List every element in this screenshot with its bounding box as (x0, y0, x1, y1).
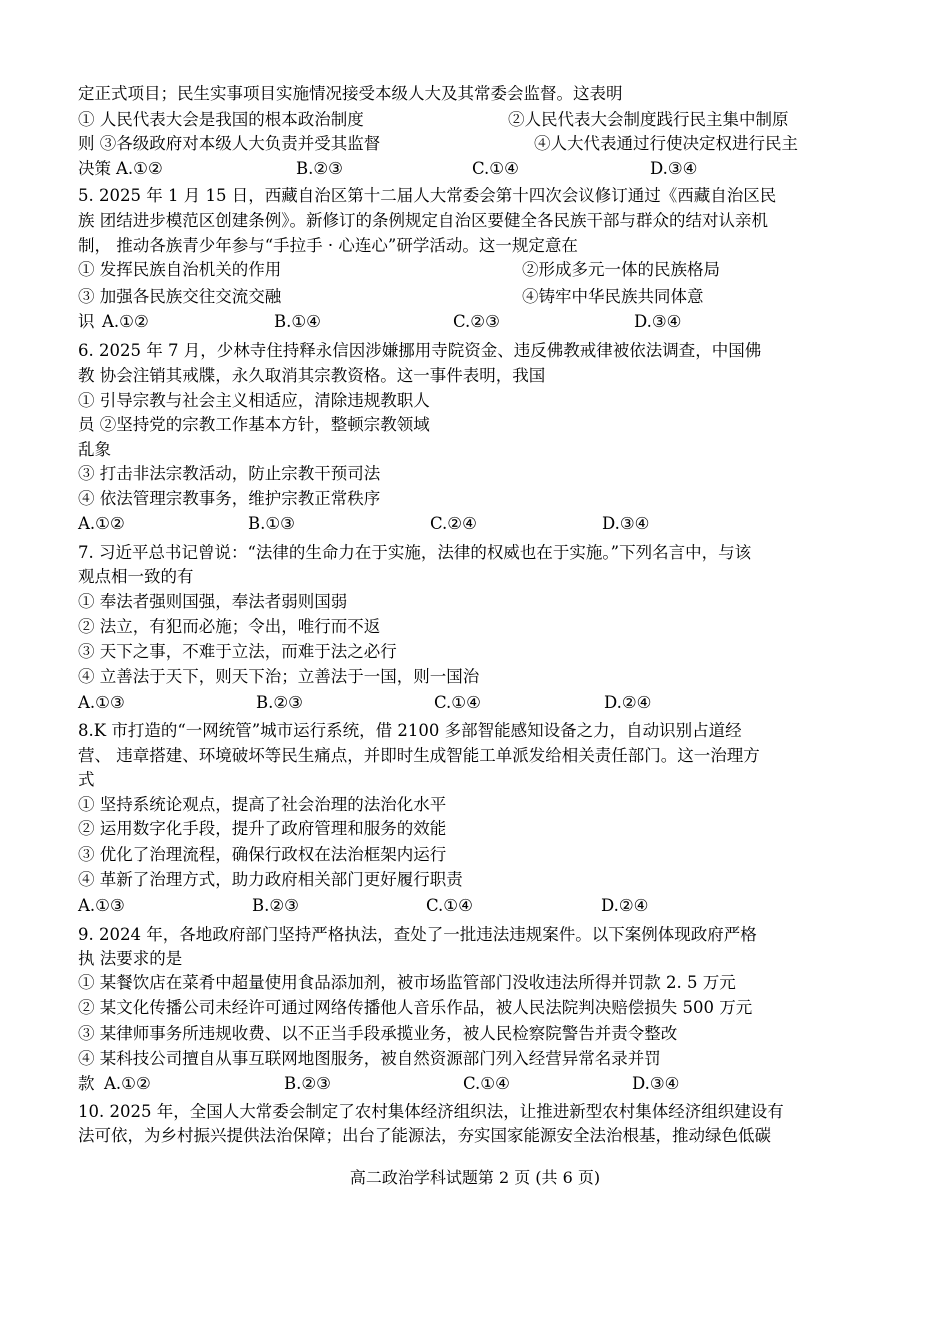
page-footer: 高二政治学科试题第 2 页 (共 6 页) (349, 1168, 601, 1187)
text-line: 决策 (78, 159, 111, 178)
question-8-stem: 8.K 市打造的“一网统管”城市运行系统，借 2100 多部智能感知设备之力，自动识别占道经 (78, 721, 742, 740)
q6-answer-row (78, 512, 878, 536)
q7-option-1: ① 奉法者强则国强，奉法者弱则国弱 (78, 592, 348, 611)
text-line: 制， 推动各族青少年参与“手拉手 · 心连心”研学活动。这一规定意在 (78, 236, 578, 255)
question-6-stem: 6. 2025 年 7 月，少林寺住持释永信因涉嫌挪用寺院资金、违反佛教戒律被依法调查，中国佛 (78, 341, 762, 360)
q4-option-3: 则 ③各级政府对本级人大负责并受其监督 (78, 134, 381, 153)
q9-option-1: ① 某餐饮店在菜肴中超量使用食品添加剂，被市场监管部门没收违法所得并罚款 2. 5 万元 (78, 973, 736, 992)
answer-choice-d: D.③④ (602, 514, 650, 533)
q9-option-3: ③ 某律师事务所违规收费、以不正当手段承揽业务，被人民检察院警告并责令整改 (78, 1024, 678, 1043)
text-line: 定正式项目；民生实事项目实施情况接受本级人大及其常委会监督。这表明 (78, 84, 623, 103)
answer-choice-c: C.①④ (434, 693, 481, 712)
q8-answer-row (78, 894, 878, 918)
q8-option-1: ① 坚持系统论观点，提高了社会治理的法治化水平 (78, 795, 447, 814)
answer-choice-a: A.①② (116, 159, 163, 178)
q5-option-4: ④铸牢中华民族共同体意 (522, 287, 704, 306)
q7-option-3: ③ 天下之事，不难于立法，而难于法之必行 (78, 642, 397, 661)
answer-choice-b: B.②③ (252, 896, 299, 915)
answer-choice-b: B.①③ (248, 514, 295, 533)
text-line: 式 (78, 770, 95, 789)
q5-option-2: ②形成多元一体的民族格局 (522, 260, 720, 279)
answer-choice-c: C.②③ (453, 312, 500, 331)
answer-choice-a: A.①② (102, 312, 149, 331)
q5-option-3: ③ 加强各民族交往交流交融 (78, 287, 282, 306)
answer-choice-d: D.③④ (632, 1074, 680, 1093)
answer-choice-a: A.①② (78, 514, 125, 533)
q6-option-1: ① 引导宗教与社会主义相适应，清除违规教职人 (78, 391, 430, 410)
answer-choice-b: B.②③ (296, 159, 343, 178)
q7-option-4: ④ 立善法于天下，则天下治；立善法于一国，则一国治 (78, 667, 480, 686)
answer-choice-a: A.①③ (78, 693, 125, 712)
q7-answer-row (78, 691, 878, 715)
answer-choice-d: D.②④ (604, 693, 652, 712)
answer-choice-b: B.①④ (274, 312, 321, 331)
text-line: 乱象 (78, 440, 111, 459)
answer-choice-b: B.②③ (256, 693, 303, 712)
text-line: 识 (78, 312, 95, 331)
answer-choice-d: D.②④ (601, 896, 649, 915)
q6-option-2: 员 ②坚持党的宗教工作基本方针，整顿宗教领域 (78, 415, 430, 434)
text-line: 执 法要求的是 (78, 949, 183, 968)
q8-option-2: ② 运用数字化手段，提升了政府管理和服务的效能 (78, 819, 447, 838)
answer-choice-d: D.③④ (650, 159, 698, 178)
text-line: 观点相一致的有 (78, 567, 194, 586)
q8-option-4: ④ 革新了治理方式，助力政府相关部门更好履行职责 (78, 870, 463, 889)
q4-answer-row (78, 157, 878, 181)
q4-option-2: ②人民代表大会制度践行民主集中制原 (508, 110, 789, 129)
answer-choice-c: C.①④ (426, 896, 473, 915)
answer-choice-a: A.①③ (78, 896, 125, 915)
question-5-stem: 5. 2025 年 1 月 15 日，西藏自治区第十二届人大常委会第十四次会议修订通过《西藏自治区民 (78, 186, 777, 205)
question-9-stem: 9. 2024 年，各地政府部门坚持严格执法，查处了一批违法违规案件。以下案例体现政府严格 (78, 925, 757, 944)
answer-choice-c: C.①④ (472, 159, 519, 178)
answer-choice-a: A.①② (104, 1074, 151, 1093)
answer-choice-c: C.②④ (430, 514, 477, 533)
text-line: 族 团结进步模范区创建条例》。新修订的条例规定自治区要健全各民族干部与群众的结对认亲机 (78, 211, 768, 230)
q5-answer-row (78, 310, 878, 334)
q4-option-1: ① 人民代表大会是我国的根本政治制度 (78, 110, 364, 129)
text-line: 法可依，为乡村振兴提供法治保障；出台了能源法，夯实国家能源安全法治根基，推动绿色低碳 (78, 1126, 771, 1145)
answer-choice-b: B.②③ (284, 1074, 331, 1093)
q9-option-2: ② 某文化传播公司未经许可通过网络传播他人音乐作品，被人民法院判决赔偿损失 500 万元 (78, 998, 753, 1017)
text-line: 款 (78, 1074, 95, 1093)
text-line: 营、 违章搭建、环境破坏等民生痛点，并即时生成智能工单派发给相关责任部门。这一治理方 (78, 746, 760, 765)
q9-answer-row (78, 1072, 878, 1096)
q8-option-3: ③ 优化了治理流程，确保行政权在法治框架内运行 (78, 845, 447, 864)
q6-option-3: ③ 打击非法宗教活动，防止宗教干预司法 (78, 464, 381, 483)
question-7-stem: 7. 习近平总书记曾说：“法律的生命力在于实施，法律的权威也在于实施。”下列名言中，与该 (78, 543, 752, 562)
q6-option-4: ④ 依法管理宗教事务，维护宗教正常秩序 (78, 489, 381, 508)
question-10-stem: 10. 2025 年，全国人大常委会制定了农村集体经济组织法，让推进新型农村集体经济组织建设有 (78, 1102, 784, 1121)
q9-option-4: ④ 某科技公司擅自从事互联网地图服务，被自然资源部门列入经营异常名录并罚 (78, 1049, 661, 1068)
q4-option-4: ④人大代表通过行使决定权进行民主 (534, 134, 798, 153)
text-line: 教 协会注销其戒牒，永久取消其宗教资格。这一事件表明，我国 (78, 366, 546, 385)
q7-option-2: ② 法立，有犯而必施；令出，唯行而不返 (78, 617, 381, 636)
answer-choice-c: C.①④ (463, 1074, 510, 1093)
q5-option-1: ① 发挥民族自治机关的作用 (78, 260, 282, 279)
answer-choice-d: D.③④ (634, 312, 682, 331)
